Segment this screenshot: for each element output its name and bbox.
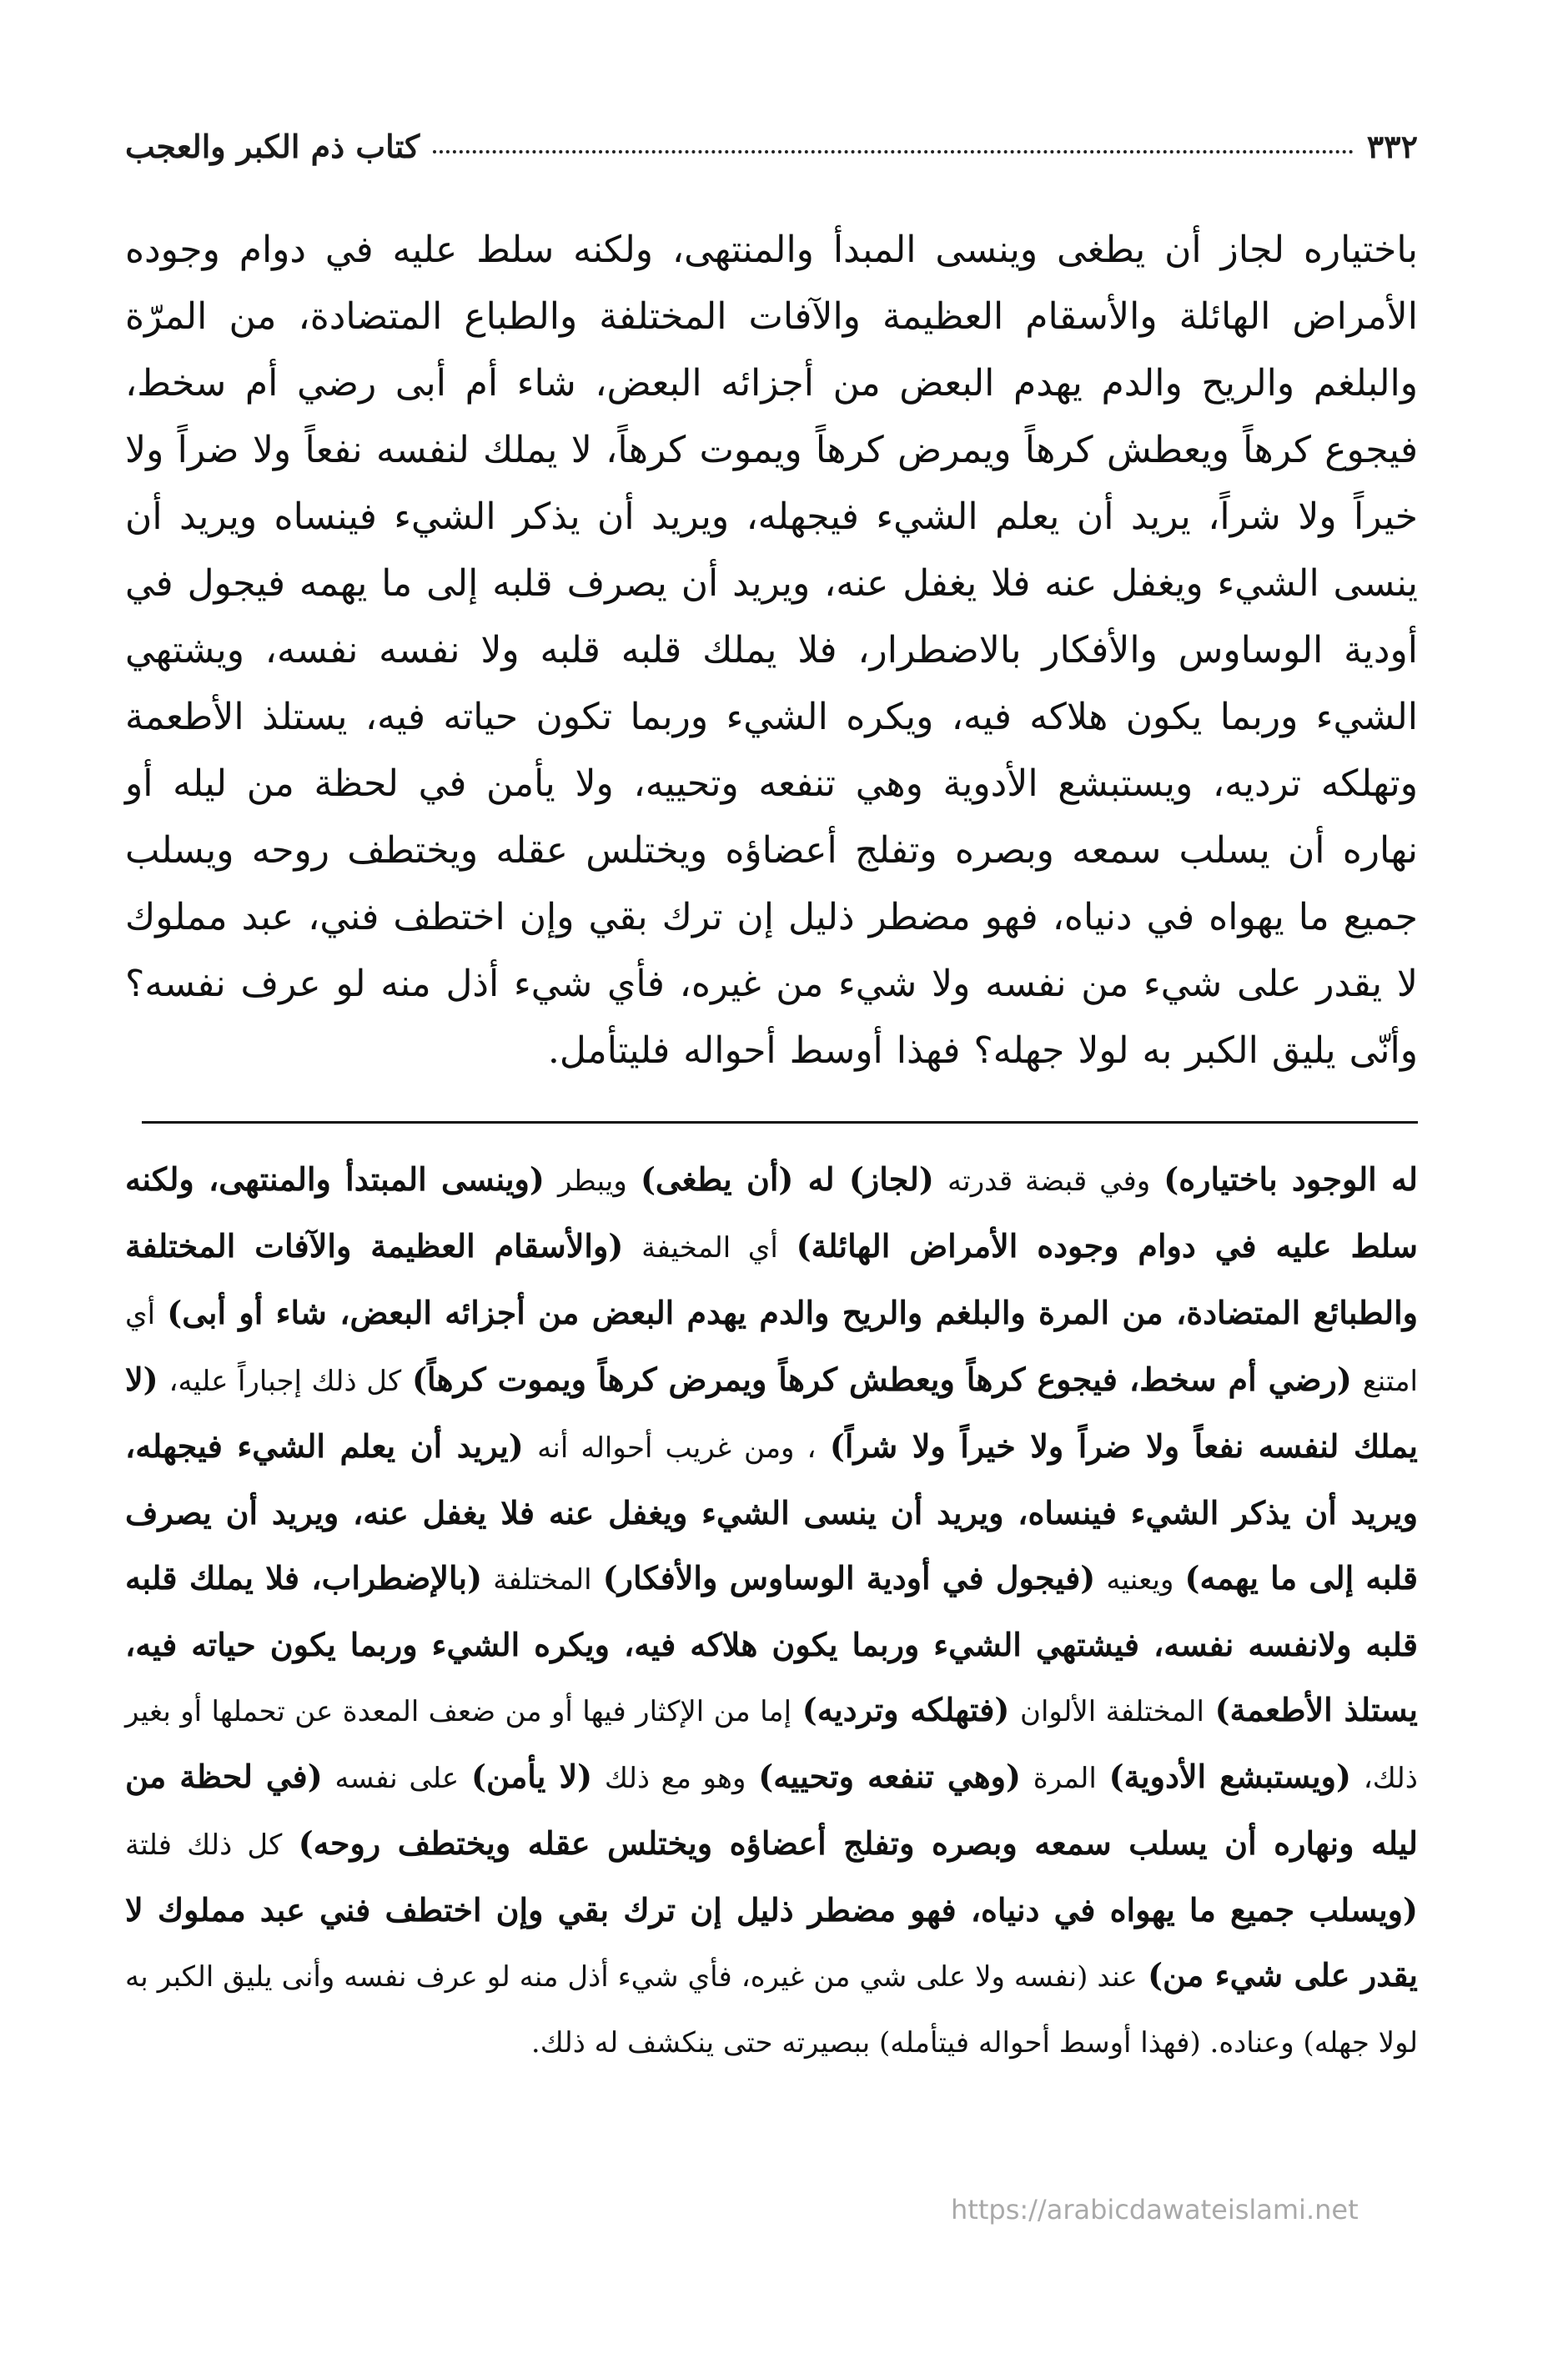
main-text: باختياره لجاز أن يطغى وينسى المبدأ والمنتهى، ولكنه سلط عليه في دوام وجوده الأمراض الهائلة والأسقام العظيمة والآفات المختلفة والطباع المتضادة، من المرّة والبلغم والريح والدم يهدم البعض من أجزائه البعض، شاء أم أبى رضي أم سخط، فيجوع كرهاً ويعطش كرهاً ويمرض كرهاً ويموت كرهاً، لا يملك لنفسه نفعاً ولا ضراً ولا خيراً ولا شراً، يريد أن يعلم الشيء فيجهله، ويريد أن يذكر الشيء فينساه ويريد أن ينسى الشيء ويغفل عنه فلا يغفل عنه، ويريد أن يصرف قلبه إلى ما يهمه فيجول في أودية الوساوس والأفكار بالاضطرار، فلا يملك قلبه قلبه ولا نفسه نفسه، ويشتهي الشيء وربما يكون هلاكه فيه، ويكره الشيء وربما تكون حياته فيه، يستلذ الأطعمة وتهلكه ترديه، ويستبشع الأدوية وهي تنفعه وتحييه، ولا يأمن في لحظة من ليله أو نهاره أن يسلب سمعه وبصره وتفلج أعضاؤه ويختلس عقله ويختطف روحه ويسلب جميع ما يهواه في دنياه، فهو مضطر ذليل إن ترك بقي وإن اختطف فني، عبد مملوك لا يقدر على شيء من نفسه ولا شيء من غيره، فأي شيء أذل منه لو عرف نفسه؟ وأنّى يليق الكبر به لولا جهله؟ فهذا أوسط أحواله فليتأمل. <box>125 229 1418 1072</box>
header-dotted-leader <box>433 150 1354 153</box>
book-page <box>125 117 1418 2302</box>
explanation-segment: وهو مع ذلك <box>604 1762 746 1795</box>
explanation-segment: المختلفة الألوان <box>1020 1695 1204 1728</box>
quoted-text-segment: (والأسقام العظيمة والآفات المختلفة والطبائع المتضادة، من المرة والبلغم والريح والدم يهدم البعض من أجزائه البعض، شاء أو أبى) <box>125 1227 1418 1331</box>
quoted-text-segment: (ويستبشع الأدوية) <box>1108 1758 1351 1795</box>
explanation-segment: ويعنيه <box>1106 1563 1174 1597</box>
quoted-text-segment: (ويسلب جميع ما يهواه في دنياه، فهو مضطر ذليل إن ترك بقي وإن اختطف فني عبد مملوك لا يقدر على شيء من) <box>125 1891 1418 1994</box>
explanation-segment: أي امتنع <box>125 1298 1418 1398</box>
quoted-text-segment: (وينسى المبتدأ والمنتهى، ولكنه سلط عليه في دوام وجوده الأمراض الهائلة) <box>125 1160 1418 1265</box>
explanation-segment: وفي قبضة قدرته <box>947 1164 1151 1198</box>
explanation-segment: المرة <box>1033 1762 1097 1795</box>
explanation-segment: ، ومن غريب أحواله أنه <box>537 1431 817 1465</box>
book-title: كتاب ذم الكبر والعجب <box>125 127 420 165</box>
explanation-segment: على نفسه <box>334 1762 460 1795</box>
quoted-text-segment: (يريد أن يعلم الشيء فيجهله، ويريد أن يذكر الشيء فينساه، ويريد أن ينسى الشيء ويغفل عنه فلا يغفل عنه، ويريد أن يصرف قلبه إلى ما يهمه) <box>125 1427 1418 1597</box>
quoted-text-segment: (فيجول في أودية الوساوس والأفكار) <box>602 1559 1096 1597</box>
explanation-segment: أي المخيفة <box>641 1231 778 1265</box>
quoted-text-segment: (فتهلكه وترديه) <box>802 1691 1010 1728</box>
quoted-text-segment: (وهي تنفعه وتحييه) <box>758 1758 1021 1795</box>
commentary-text <box>125 1147 1418 2075</box>
site-watermark: https://arabicdawateislami.net <box>951 2194 1359 2226</box>
page-number: ٣٣٢ <box>1366 127 1418 165</box>
quoted-text-segment: (لا يملك لنفسه نفعاً ولا ضراً ولا خيراً ولا شراً) <box>125 1361 1418 1465</box>
explanation-segment: عند (نفسه ولا على شي من غيره، فأي شيء أذل منه لو عرف نفسه وأنى يليق الكبر به لولا جهله) وعناده. (فهذا أوسط أحواله فيتأمله) ببصيرته حتى ينكشف له ذلك. <box>125 1960 1418 2060</box>
explanation-segment: كل ذلك إجباراً عليه، <box>168 1365 402 1398</box>
quoted-text-segment: له الوجود باختياره) <box>1163 1160 1418 1198</box>
explanation-segment: كل ذلك فلتة <box>125 1828 283 1862</box>
explanation-segment: المختلفة <box>493 1563 592 1597</box>
page-header <box>125 117 1418 175</box>
quoted-text-segment: (لا يأمن) <box>471 1758 593 1795</box>
explanation-segment: ويبطر <box>558 1164 627 1198</box>
quoted-text-segment: (في لحظة من ليله ونهاره أن يسلب سمعه وبصره وتفلج أعضاؤه ويختلس عقله ويختطف روحه) <box>125 1758 1418 1862</box>
quoted-text-segment: (لجاز) له (أن يطغى) <box>640 1160 934 1198</box>
quoted-text-segment: (بالإضطراب، فلا يملك قلبه قلبه ولانفسه نفسه، فيشتهي الشيء وربما يكون هلاكه فيه، ويكره الشيء وربما يكون حياته فيه، يستلذ الأطعمة) <box>125 1559 1418 1728</box>
footnote-divider <box>142 1121 1418 1124</box>
quoted-text-segment: (رضي أم سخط، فيجوع كرهاً ويعطش كرهاً ويمرض كرهاً ويموت كرهاً) <box>412 1361 1352 1398</box>
explanation-segment: إما من الإكثار فيها أو من ضعف المعدة عن تحملها أو بغير ذلك، <box>125 1695 1418 1795</box>
